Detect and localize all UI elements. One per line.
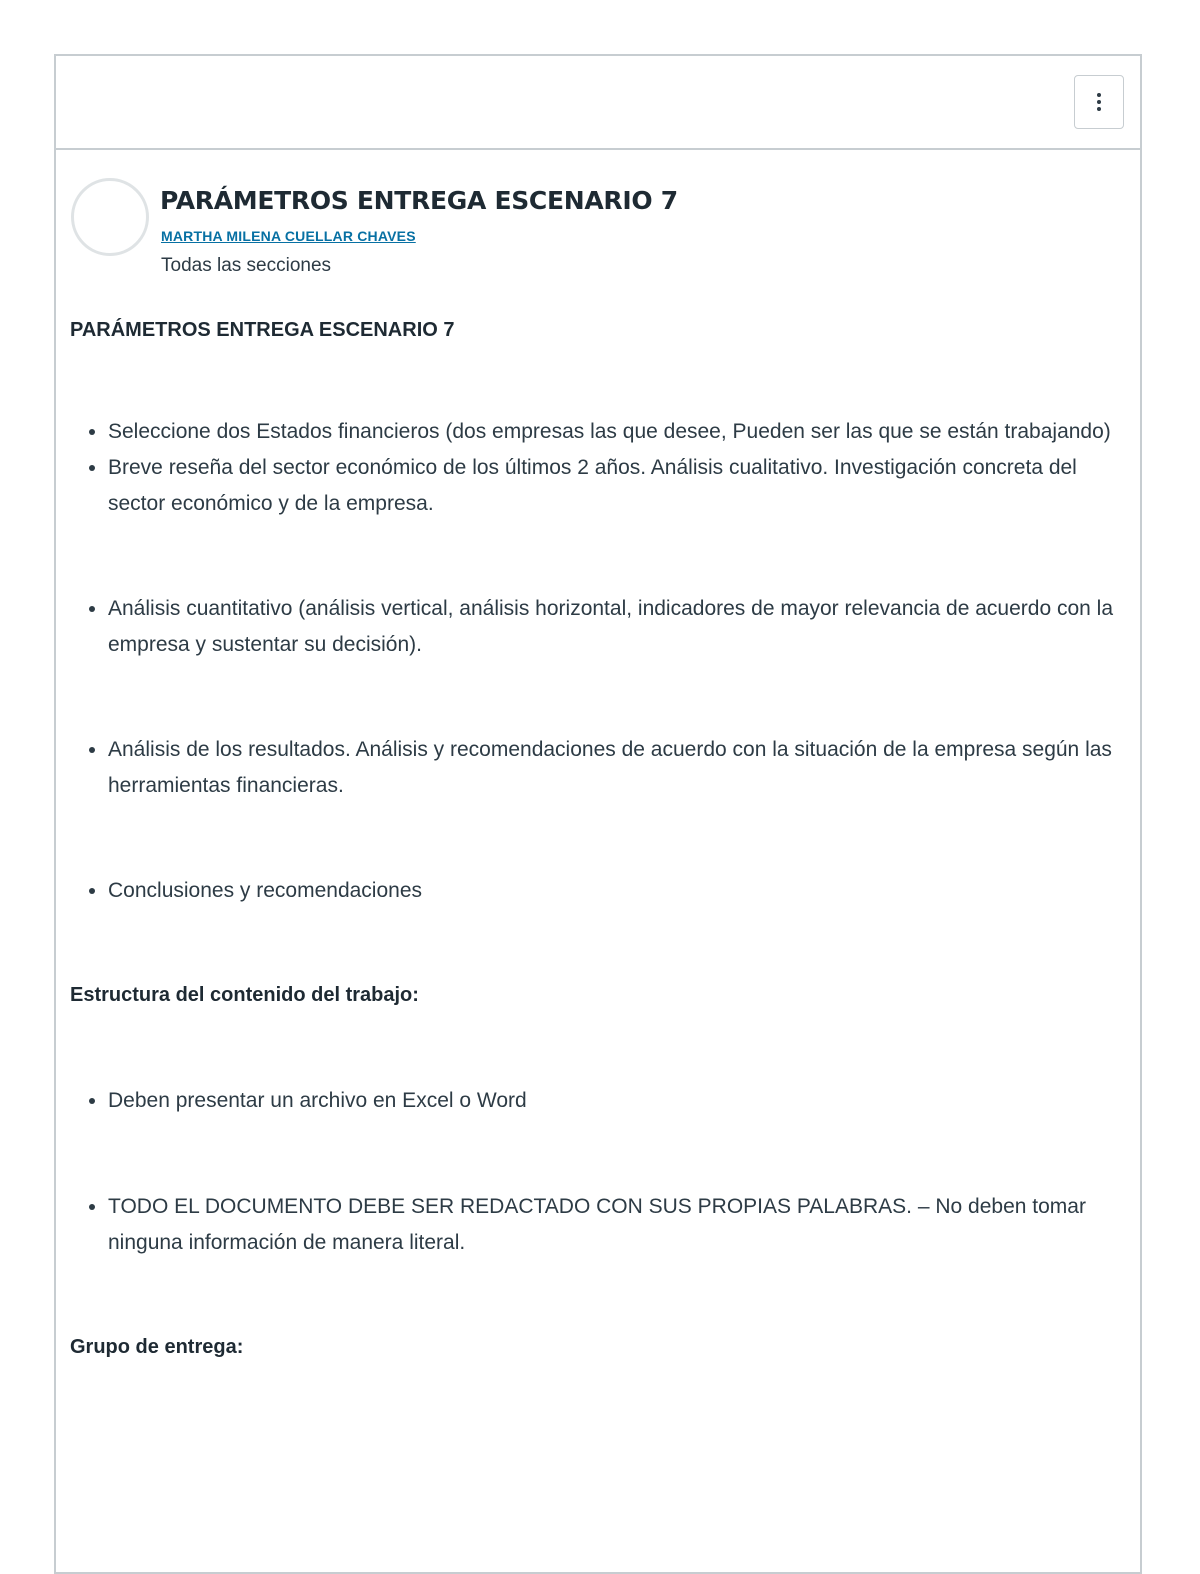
list-item: • Seleccione dos Estados financieros (dos empresas las que desee, Pueden ser las que se están trabajando) — [108, 414, 1120, 450]
list-item: • Conclusiones y recomendaciones — [108, 873, 1120, 909]
estructura-list — [70, 1083, 1120, 1119]
sections-label: Todas las secciones — [161, 255, 332, 276]
body-heading-grupo: Grupo de entrega: — [70, 1336, 244, 1358]
parametros-list — [70, 591, 1120, 663]
topic-title: PARÁMETROS ENTREGA ESCENARIO 7 — [160, 186, 678, 215]
list-item: • Deben presentar un archivo en Excel o Word — [108, 1083, 1120, 1119]
parametros-list — [70, 414, 1120, 522]
body-heading-estructura: Estructura del contenido del trabajo: — [70, 984, 419, 1006]
card-header — [56, 56, 1140, 150]
list-item: • TODO EL DOCUMENTO DEBE SER REDACTADO CON SUS PROPIAS PALABRAS. – No deben tomar ninguna información de manera literal. — [108, 1189, 1120, 1261]
author-link[interactable]: MARTHA MILENA CUELLAR CHAVES — [161, 228, 416, 244]
topic-body — [70, 312, 1120, 1365]
list-item: • Breve reseña del sector económico de los últimos 2 años. Análisis cualitativo. Investigación concreta del sector económico y de la empresa. — [108, 450, 1120, 522]
estructura-list — [70, 1189, 1120, 1261]
list-item: • Análisis cuantitativo (análisis vertical, análisis horizontal, indicadores de mayor relevancia de acuerdo con la empresa y sustentar su decisión). — [108, 591, 1120, 663]
more-options-button[interactable] — [1074, 75, 1124, 129]
body-heading-parametros: PARÁMETROS ENTREGA ESCENARIO 7 — [70, 319, 455, 341]
parametros-list — [70, 873, 1120, 909]
author-avatar[interactable] — [71, 178, 149, 256]
kebab-vertical-icon — [1096, 92, 1102, 112]
parametros-list — [70, 732, 1120, 804]
list-item: • Análisis de los resultados. Análisis y recomendaciones de acuerdo con la situación de la empresa según las herramientas financieras. — [108, 732, 1120, 804]
